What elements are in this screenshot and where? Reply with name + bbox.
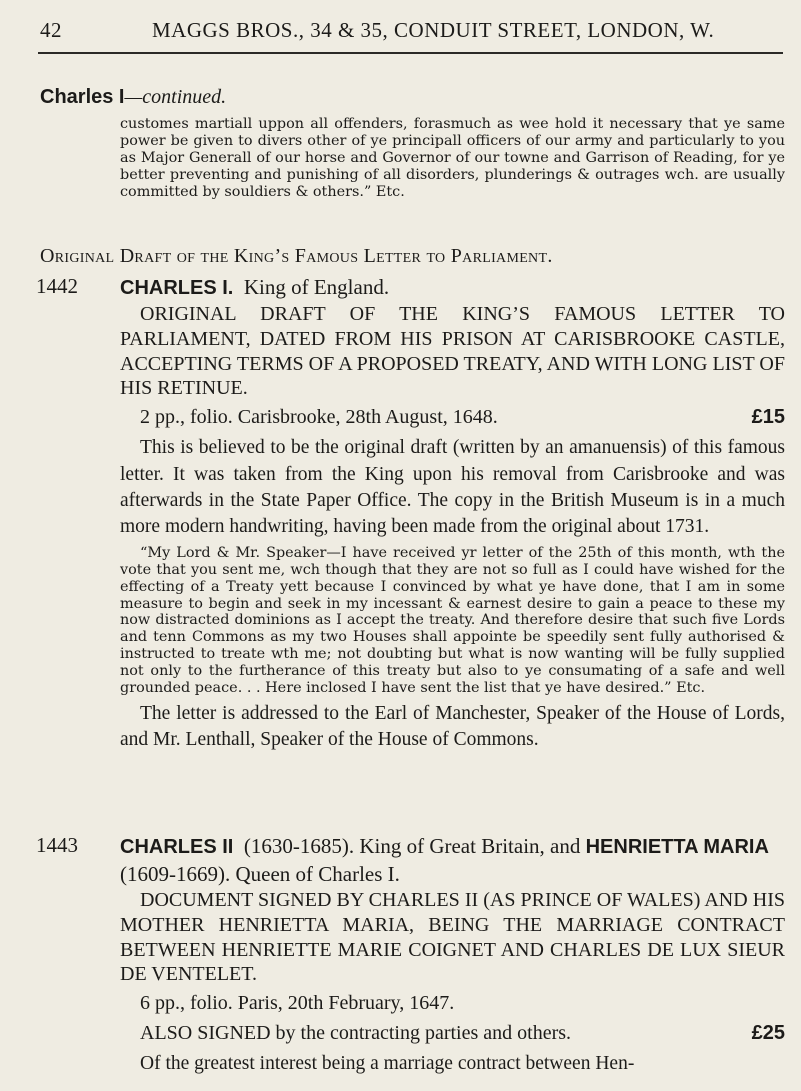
lot-note: The letter is addressed to the Earl of Manchester, Speaker of the House of Lords, and Mr. Lenthall, Speaker of the House of Commons. bbox=[120, 702, 785, 751]
lot-details: 2 pp., folio. Carisbrooke, 28th August, 1648. bbox=[140, 406, 498, 429]
lot-name: CHARLES II bbox=[120, 836, 234, 858]
lot-description: This is believed to be the original draft (written by an amanuensis) of this famous letter. It was taken from the King upon his removal from Carisbrooke and was afterwards in the State Paper Office. The copy in the British Museum is in a much more modern handwriting, having been made from the original about 1731. bbox=[120, 437, 785, 538]
lot-title bbox=[120, 833, 785, 888]
lot-also-row bbox=[120, 1019, 785, 1047]
header-rule bbox=[38, 52, 783, 54]
lot-caption: DOCUMENT SIGNED BY CHARLES II (AS PRINCE OF WALES) AND HIS MOTHER HENRIETTA MARIA, BEING THE MARRIAGE CONTRACT BETWEEN HENRIETTE MARIE COIGNET AND CHARLES DE LUX SIEUR DE VENTELET. bbox=[120, 889, 785, 986]
lot-number: 1443 bbox=[36, 833, 78, 857]
continued-heading bbox=[40, 86, 226, 109]
lot-price: £25 bbox=[751, 1022, 785, 1045]
publisher-line: MAGGS BROS., 34 & 35, CONDUIT STREET, LONDON, W. bbox=[152, 18, 715, 42]
lot-name-secondary: HENRIETTA MARIA bbox=[585, 836, 769, 858]
lot-title-rest: (1630-1685). King of Great Britain, and bbox=[243, 834, 581, 858]
lot-number: 1442 bbox=[36, 274, 78, 298]
lot-also: ALSO SIGNED by the contracting parties and others. bbox=[140, 1022, 572, 1045]
lot-description: Of the greatest interest being a marriage contract between Hen- bbox=[140, 1053, 635, 1075]
section-heading: Original Draft of the King’s Famous Letter to Parliament. bbox=[40, 245, 553, 267]
lot-title-rest-secondary: (1609-1669). Queen of Charles I. bbox=[120, 862, 400, 886]
lot-details: 6 pp., folio. Paris, 20th February, 1647. bbox=[140, 992, 455, 1015]
continued-suffix: —continued. bbox=[124, 86, 227, 108]
lot-details-row bbox=[120, 989, 785, 1017]
lot-entry bbox=[120, 274, 785, 754]
lot-details-row bbox=[120, 403, 785, 431]
page-number: 42 bbox=[40, 18, 62, 42]
continued-text: customes martiall uppon all offenders, forasmuch as wee hold it necessary that ye same power be given to divers other of ye principall officers of our army and particularly to you as Major Generall of our horse and Governor of our towne and Garrison of Reading, for ye better preventing and punishing of all disorders, plunderings & outrages wch. are usually committed by souldiers & others.” Etc. bbox=[120, 116, 785, 200]
lot-title bbox=[120, 274, 785, 302]
continued-name: Charles I bbox=[40, 86, 125, 108]
lot-quote: “My Lord & Mr. Speaker—I have received yr letter of the 25th of this month, wth the vote that you sent me, wch though that they are not so full as I could have wished for the effecting of a Treaty yett because I convinced by what ye have done, that I am in some measure to begin and seek in my incessant & earnest desire to gain a peace to these my now distracted dominions as I accept the treaty. And therefore desire that such five Lords and tenn Commons as my two Houses shall appointe be speedily sent fully authorised & instructed to treate wth me; not doubting but what is now wanting will be fully supplied not only to the furtherance of this treaty but also to ye consumating of a safe and well grounded peace. . . Here inclosed I have sent the list that ye have desired.” Etc. bbox=[120, 544, 785, 697]
lot-name: CHARLES I. bbox=[120, 277, 234, 299]
lot-price: £15 bbox=[751, 406, 785, 429]
lot-title-rest: King of England. bbox=[243, 275, 390, 299]
page-header bbox=[40, 18, 780, 43]
lot-entry bbox=[120, 833, 785, 1078]
lot-caption: ORIGINAL DRAFT OF THE KING’S FAMOUS LETTER TO PARLIAMENT, DATED FROM HIS PRISON AT CARISBROOKE CASTLE, ACCEPTING TERMS OF A PROPOSED TREATY, AND WITH LONG LIST OF HIS RETINUE. bbox=[120, 303, 785, 400]
